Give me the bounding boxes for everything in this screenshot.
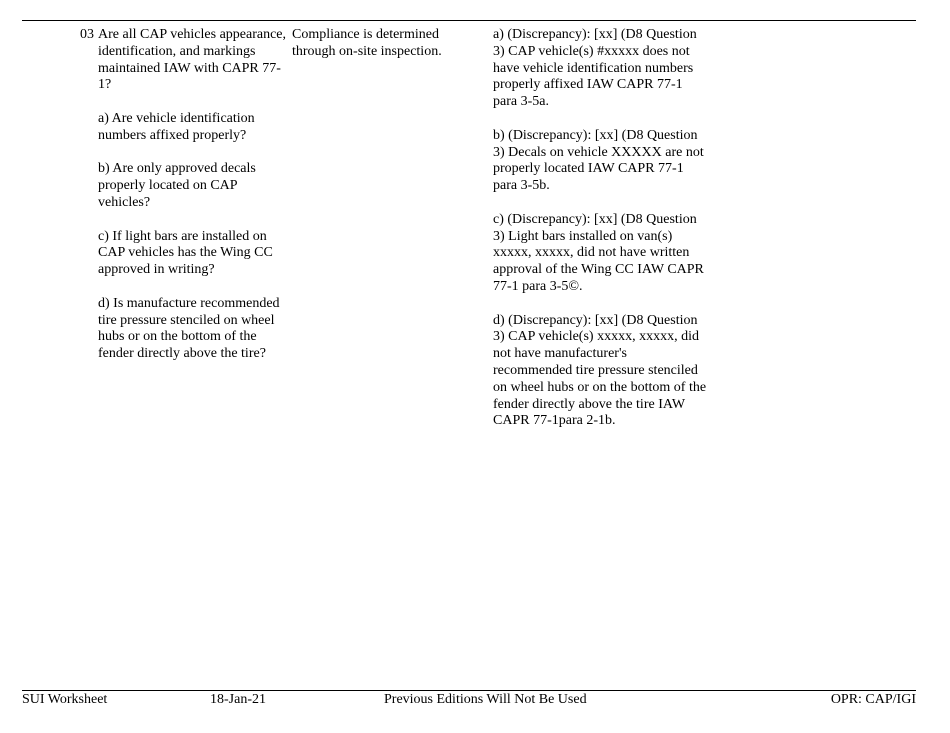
question-sub-c: c) If light bars are installed on CAP vehicles has the Wing CC approved in writing? bbox=[98, 228, 273, 278]
compliance-text: Compliance is determined through on-site inspection. bbox=[292, 27, 442, 59]
discrepancy-b: b) (Discrepancy): [xx] (D8 Question 3) Decals on vehicle XXXXX are not properly located IAW CAPR 77-1 para 3-5b. bbox=[493, 127, 704, 194]
header-rule bbox=[22, 20, 916, 21]
discrepancy-a: a) (Discrepancy): [xx] (D8 Question 3) CAP vehicle(s) #xxxxx does not have vehicle identification numbers properly affixed IAW CAPR 77-1 para 3-5a. bbox=[493, 27, 697, 110]
discrepancy-d: d) (Discrepancy): [xx] (D8 Question 3) CAP vehicle(s) xxxxx, xxxxx, did not have manufacturer's recommended tire pressure stenciled on wheel hubs or on the bottom of the fender directly above the tire IAW CAPR 77-1para 2-1b. bbox=[493, 312, 707, 429]
discrepancy-column bbox=[493, 27, 707, 430]
footer-form-name: SUI Worksheet bbox=[22, 692, 108, 707]
footer-date: 18-Jan-21 bbox=[210, 692, 266, 707]
discrepancy-c: c) (Discrepancy): [xx] (D8 Question 3) Light bars installed on van(s) xxxxx, xxxxx, did not have written approval of the Wing CC IAW CAPR 77-1 para 3-5©. bbox=[493, 211, 704, 294]
question-main: Are all CAP vehicles appearance, identification, and markings maintained IAW with CAPR 77-1? bbox=[98, 27, 287, 93]
question-sub-d: d) Is manufacture recommended tire pressure stenciled on wheel hubs or on the bottom of the fender directly above the tire? bbox=[98, 295, 280, 362]
question-column bbox=[98, 27, 286, 363]
footer-notice: Previous Editions Will Not Be Used bbox=[384, 692, 587, 707]
footer-rule bbox=[22, 690, 916, 691]
question-sub-b: b) Are only approved decals properly located on CAP vehicles? bbox=[98, 161, 256, 210]
question-number: 03 bbox=[80, 27, 94, 42]
compliance-column bbox=[292, 27, 482, 61]
question-sub-a: a) Are vehicle identification numbers affixed properly? bbox=[98, 110, 255, 143]
footer-opr: OPR: CAP/IGI bbox=[830, 692, 916, 707]
